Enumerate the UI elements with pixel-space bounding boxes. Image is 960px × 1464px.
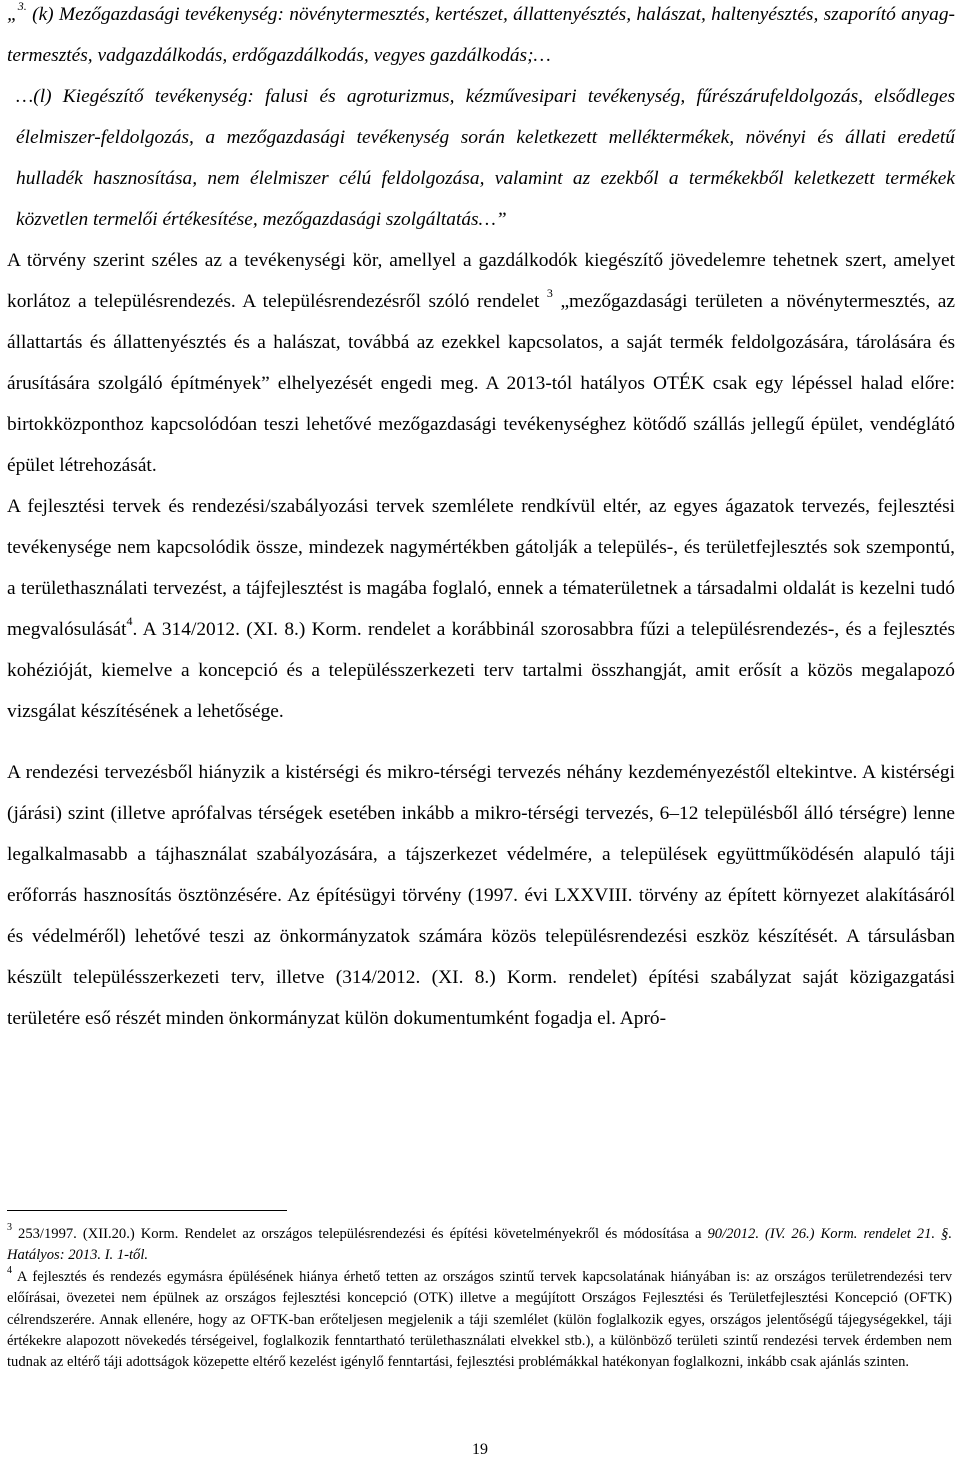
footnote-marker: 4 bbox=[7, 1264, 12, 1276]
footnote-marker: 3 bbox=[7, 1222, 12, 1234]
main-text bbox=[7, 0, 955, 1039]
footnote-text: 253/1997. (XII.20.) Korm. Rendelet az országos településrendezési és építési követelményekről és módosítása a bbox=[12, 1226, 708, 1242]
footnote-3 bbox=[7, 1224, 952, 1267]
paragraph-law bbox=[7, 240, 955, 486]
paragraph-text: A fejlesztési tervek és rendezési/szabályozási tervek szemlélete rendkívül eltér, az egyes ágazatok tervezés, fejlesztési tevékenysége nem kapcsolódik össze, mindezek nagymértékben gátolják a település-, és területfejlesztés sok szempontú, a területhasználati tervezést, a tájfejlesztést is magába foglaló, ennek a tématerületnek a társadalmi oldalát is kezelni tudó megvalósulását bbox=[7, 496, 955, 640]
paragraph-text: …(l) Kiegészítő tevékenység: falusi és agroturizmus, kézművesipari tevékenység, fűrészárufeldolgozás, elsődleges élelmiszer-feldolgozás, a mezőgazdasági tevékenység során keletkezett melléktermékek, növényi és állati eredetű hulladék hasznosítása, nem élelmiszer célú feldolgozása, valamint az ezekből a termékekből keletkezett termékek közvetlen termelői értékesítése, mezőgazdasági szolgáltatás… bbox=[16, 86, 955, 230]
paragraph-text: (k) Mezőgazdasági tevékenység: növénytermesztés, kertészet, állattenyésztés, halászat, haltenyésztés, szaporító anyag-termesztés, vadgazdálkodás, erdőgazdálkodás, vegyes gazdálkodás;… bbox=[7, 4, 955, 66]
paragraph-text: A törvény szerint széles az a tevékenységi kör, amellyel a gazdálkodók kiegészítő jövedelemre tehetnek szert, amelyet korlátoz a településrendezés. A településrendezésről szóló rendelet bbox=[7, 250, 955, 312]
document-page bbox=[7, 0, 956, 1371]
quote-paragraph-k bbox=[7, 0, 955, 76]
paragraph-plans bbox=[7, 486, 955, 732]
paragraph-text: „mezőgazdasági területen a növénytermesztés, az állattartás és állattenyésztés és a halászat, továbbá az ezekkel kapcsolatos, a saját termék feldolgozására, tárolására és árusítására szolgáló építmények” elhelyezését engedi meg. A 2013-tól hatályos OTÉK csak egy lépéssel halad előre: birtokközponthoz kapcsolódóan teszi lehetővé mezőgazdasági tevékenységhez kötődő szállás jellegű épület, vendéglátó épület létrehozását. bbox=[7, 291, 956, 476]
footnote-ref-4[interactable]: 4 bbox=[126, 613, 133, 628]
paragraph-regional bbox=[7, 752, 955, 1039]
closing-quote: ” bbox=[495, 209, 507, 230]
quote-marker: 3. bbox=[17, 0, 27, 13]
footnote-separator bbox=[7, 1210, 287, 1211]
page-number: 19 bbox=[472, 1441, 488, 1458]
footnote-4 bbox=[7, 1264, 952, 1374]
paragraph-text: . A 314/2012. (XI. 8.) Korm. rendelet a korábbinál szorosabbra fűzi a településrendezés-, és a fejlesztés kohézióját, kiemelve a koncepció és a településszerkezeti terv tartalmi összhangját, amit erősít a közös megalapozó vizsgálat készítésének a lehetősége. bbox=[7, 619, 955, 722]
opening-quote: „ bbox=[7, 4, 18, 25]
footnote-text-italic: 90/2012. (IV. 26.) Korm. rendelet 21. §. Hatályos: 2013. I. 1-től. bbox=[7, 1226, 952, 1264]
quote-paragraph-l bbox=[7, 76, 955, 240]
footnote-ref-3[interactable]: 3 bbox=[546, 285, 553, 300]
footnotes bbox=[7, 1224, 952, 1374]
paragraph-text: A rendezési tervezésből hiányzik a kistérségi és mikro-térségi tervezés néhány kezdeményezéstől eltekintve. A kistérségi (járási) szint (illetve aprófalvas térségek esetében inkább a mikro-térségi tervezés, 6–12 településből álló térségre) lenne legalkalmasabb a tájhasználat szabályozására, a tájszerkezet védelmére, a települések együttműködésén alapuló táji erőforrás hasznosítás ösztönzésére. Az építésügyi törvény (1997. évi LXXVIII. törvény az épített környezet alakításáról és védelméről) lehetővé teszi az önkormányzatok számára közös településrendezési eszköz készítését. A társulásban készült településszerkezeti terv, illetve (314/2012. (XI. 8.) Korm. rendelet) építési szabályzat saját közigazgatási területére eső részét minden önkormányzat külön dokumentumként fogadja el. Apró- bbox=[7, 762, 955, 1029]
footnote-text: A fejlesztés és rendezés egymásra épülésének hiánya érhető tetten az országos szintű tervek kapcsolatának hiányában is: az országos területrendezési terv előírásai, övezetei nem épülnek az országos fejlesztési koncepció (OTK) illetve a megújított Országos Fejlesztési és Területfejlesztési Koncepció (OFTK) célrendszerére. Annak ellenére, hogy az OFTK-ban erőteljesen megjelenik a táji szemlélet (külön foglalkozik egyes, országos jelentőségű tájegységekkel, táji értékekre alapozott növekedés térségeivel, foglalkozik fenntartható területhasználati elvekkel stb.), a különböző területi szintű rendezési tervek érdemben nem tudnak az eltérő táji adottságok közepette eltérő kezelést igénylő fenntartási, fejlesztési problémákkal hatékonyan foglalkozni, inkább csak ajánlás szinten. bbox=[7, 1268, 952, 1371]
